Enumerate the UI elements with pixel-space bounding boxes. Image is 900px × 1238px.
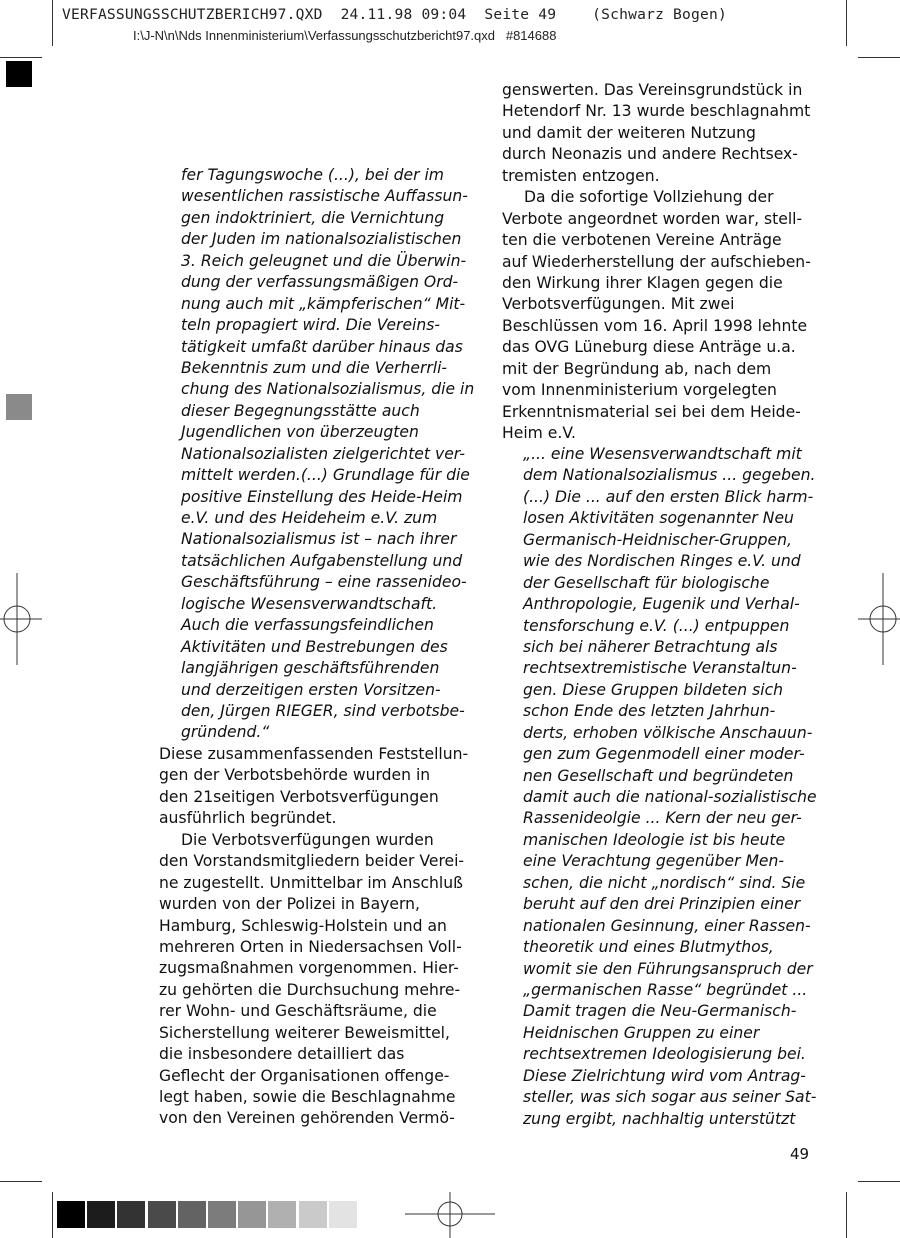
color-swatch	[148, 1201, 176, 1228]
text-line: steller, was sich sogar aus seiner Sat-	[523, 1088, 817, 1107]
color-swatch	[299, 1201, 327, 1228]
gray-side-marker	[6, 394, 32, 420]
text-line: positive Einstellung des Heide-Heim	[181, 487, 463, 506]
text-line: zung ergibt, nachhaltig unterstützt	[523, 1109, 796, 1128]
text-line: teln propagiert wird. Die Vereins-	[181, 316, 441, 335]
left-body-text	[159, 744, 468, 1130]
text-line: nung auch mit „kämpferischen“ Mit-	[181, 294, 466, 313]
text-line: nen Gesellschaft und begründeten	[523, 766, 794, 785]
text-line: beruht auf den drei Prinzipien einer	[523, 895, 801, 914]
text-line: schon Ende des letzten Jahrhun-	[523, 702, 776, 721]
text-line: ausführlich begründet.	[159, 809, 337, 828]
text-line: Geschäftsführung – eine rassenideo-	[181, 573, 467, 592]
text-line: damit auch die national-sozialistische	[523, 788, 817, 806]
crop-mark	[858, 57, 900, 58]
crop-mark	[52, 0, 53, 46]
text-line: e.V. und des Heideheim e.V. zum	[181, 509, 438, 527]
text-line: durch Neonazis und andere Rechtsex-	[502, 145, 798, 164]
text-line: gen. Diese Gruppen bildeten sich	[523, 680, 784, 699]
text-line: 3. Reich geleugnet und die Überwin-	[181, 251, 467, 270]
text-line: logische Wesensverwandtschaft.	[181, 594, 438, 613]
text-line: Rassenideolgie ... Kern der neu ger-	[523, 809, 802, 828]
text-line: mit der Begründung ab, nach dem	[502, 359, 772, 378]
crop-mark	[846, 1192, 847, 1238]
registration-mark-right	[858, 573, 900, 665]
text-line: mittelt werden.(...) Grundlage für die	[181, 466, 470, 485]
text-line: Beschlüssen vom 16. April 1998 lehnte	[502, 316, 808, 335]
text-line: der Gesellschaft für biologische	[523, 573, 770, 592]
text-line: den, Jürgen RIEGER, sind verbotsbe-	[181, 701, 465, 720]
text-line: Hetendorf Nr. 13 wurde beschlagnahmt	[502, 102, 811, 121]
text-line: chung des Nationalsozialismus, die in	[181, 380, 475, 399]
text-line: losen Aktivitäten sogenannter Neu	[523, 509, 794, 528]
text-line: Erkenntnismaterial sei bei dem Heide-	[502, 402, 801, 421]
text-line: Anthropologie, Eugenik und Verhal-	[523, 595, 800, 614]
text-line: den Wirkung ihrer Klagen gegen die	[502, 273, 783, 292]
crop-mark	[846, 0, 847, 46]
text-line: Heidnischen Gruppen zu einer	[523, 1023, 760, 1042]
registration-mark-bottom	[405, 1192, 495, 1238]
text-line: ten die verbotenen Vereine Anträge	[502, 231, 782, 250]
text-line: „germanischen Rasse“ begründet ...	[523, 980, 808, 999]
file-path-line: I:\J-N\n\Nds Innenministerium\Verfassungsschutzbericht97.qxd #814688	[133, 28, 557, 43]
text-line: Diese zusammenfassenden Feststellun-	[159, 745, 469, 763]
text-line: Verbotsverfügungen. Mit zwei	[502, 295, 735, 314]
text-line: gen der Verbotsbehörde wurden in	[159, 766, 431, 785]
color-swatch	[238, 1201, 266, 1228]
text-line: Sicherstellung weiterer Beweismittel,	[159, 1023, 450, 1042]
text-line: wie des Nordischen Ringes e.V. und	[523, 552, 801, 571]
text-line: dem Nationalsozialismus ... gegeben.	[523, 466, 816, 485]
text-line: dieser Begegnungsstätte auch	[181, 401, 420, 420]
registration-mark-left	[0, 573, 42, 665]
text-line: Damit tragen die Neu-Germanisch-	[523, 1002, 797, 1021]
color-swatch	[117, 1201, 145, 1228]
left-quote-block	[181, 165, 474, 744]
color-swatch	[57, 1201, 85, 1228]
text-line: tremisten entzogen.	[502, 166, 660, 185]
text-line: derts, erhoben völkische Anschauun-	[523, 723, 813, 742]
text-line: dung der verfassungsmäßigen Ord-	[181, 273, 459, 292]
text-line: rechtsextremistische Veranstaltun-	[523, 659, 797, 678]
text-line: der Juden im nationalsozialistischen	[181, 230, 462, 249]
text-line: mehreren Orten in Niedersachsen Voll-	[159, 937, 462, 956]
text-line: Geflecht der Organisationen offenge-	[159, 1066, 450, 1085]
text-line: zugsmaßnahmen vorgenommen. Hier-	[159, 959, 459, 978]
text-line: zu gehörten die Durchsuchung mehre-	[159, 980, 461, 999]
text-line: gen indoktriniert, die Vernichtung	[181, 208, 445, 227]
text-line: nationalen Gesinnung, einer Rassen-	[523, 916, 811, 935]
crop-mark	[0, 57, 42, 58]
text-line: tätigkeit umfaßt darüber hinaus das	[181, 337, 463, 356]
text-line: wesentlichen rassistische Auffassun-	[181, 187, 468, 206]
color-swatch	[329, 1201, 357, 1228]
text-line: und derzeitigen ersten Vorsitzen-	[181, 680, 441, 699]
text-line: Germanisch-Heidnischer-Gruppen,	[523, 530, 792, 549]
text-line: womit sie den Führungsanspruch der	[523, 959, 813, 978]
page-number: 49	[790, 1145, 810, 1163]
text-line: legt haben, sowie die Beschlagnahme	[159, 1088, 456, 1106]
text-line: den Vorstandsmitgliedern beider Verei-	[159, 852, 465, 871]
text-line: wurden von der Polizei in Bayern,	[159, 895, 420, 914]
color-swatch	[268, 1201, 296, 1228]
crop-mark	[0, 1181, 42, 1182]
text-line: theoretik und eines Blutmythos,	[523, 938, 774, 957]
color-swatch	[87, 1201, 115, 1228]
text-line: von den Vereinen gehörenden Vermö-	[159, 1109, 455, 1128]
text-line: Heim e.V.	[502, 424, 576, 442]
black-corner-marker	[6, 61, 32, 87]
text-line: gründend.“	[181, 723, 270, 742]
text-line: genswerten. Das Vereinsgrundstück in	[502, 81, 803, 99]
text-line: schen, die nicht „nordisch“ sind. Sie	[523, 873, 806, 892]
text-line: rechtsextremen Ideologisierung bei.	[523, 1045, 806, 1064]
text-line: Auch die verfassungsfeindlichen	[181, 616, 434, 635]
text-line: (...) Die ... auf den ersten Blick harm-	[523, 487, 814, 506]
text-line: tensforschung e.V. (...) entpuppen	[523, 616, 790, 635]
text-line: das OVG Lüneburg diese Anträge u.a.	[502, 338, 796, 357]
text-line: gen zum Gegenmodell einer moder-	[523, 745, 805, 764]
slug-line: VERFASSUNGSSCHUTZBERICH97.QXD 24.11.98 09:04 Seite 49 (Schwarz Bogen)	[62, 6, 727, 23]
text-line: fer Tagungswoche (...), bei der im	[181, 166, 444, 184]
text-line: ne zugestellt. Unmittelbar im Anschluß	[159, 873, 463, 892]
crop-mark	[858, 1181, 900, 1182]
text-line: rer Wohn- und Geschäftsräume, die	[159, 1002, 437, 1021]
text-line: Diese Zielrichtung wird vom Antrag-	[523, 1066, 806, 1085]
text-line: eine Verachtung gegenüber Men-	[523, 852, 785, 871]
color-swatch	[208, 1201, 236, 1228]
text-line: die insbesondere detailliert das	[159, 1045, 405, 1064]
crop-mark	[52, 1192, 53, 1238]
text-line: Aktivitäten und Bestrebungen des	[181, 637, 448, 656]
text-line: Nationalsozialisten zielgerichtet ver-	[181, 444, 465, 463]
text-line: den 21seitigen Verbotsverfügungen	[159, 787, 439, 806]
text-line: „... eine Wesensverwandtschaft mit	[523, 445, 802, 463]
text-line: tatsächlichen Aufgabenstellung und	[181, 551, 463, 570]
text-line: Da die sofortige Vollziehung der	[524, 188, 774, 207]
text-line: und damit der weiteren Nutzung	[502, 123, 756, 142]
text-line: Hamburg, Schleswig-Holstein und an	[159, 916, 447, 935]
text-line: Verbote angeordnet worden war, stell-	[502, 209, 803, 228]
text-line: langjährigen geschäftsführenden	[181, 659, 440, 678]
text-line: Die Verbotsverfügungen wurden	[181, 830, 434, 849]
text-line: Bekenntnis zum und die Verherrli-	[181, 358, 448, 377]
text-line: auf Wiederherstellung der aufschieben-	[502, 252, 811, 271]
color-swatch	[178, 1201, 206, 1228]
text-line: Jugendlichen von überzeugten	[181, 423, 419, 442]
text-line: manischen Ideologie ist bis heute	[523, 830, 786, 849]
right-quote-block	[523, 444, 817, 1130]
text-line: Nationalsozialismus ist – nach ihrer	[181, 530, 457, 549]
right-body-text	[502, 80, 811, 444]
text-line: vom Innenministerium vorgelegten	[502, 381, 777, 400]
text-line: sich bei näherer Betrachtung als	[523, 637, 778, 656]
